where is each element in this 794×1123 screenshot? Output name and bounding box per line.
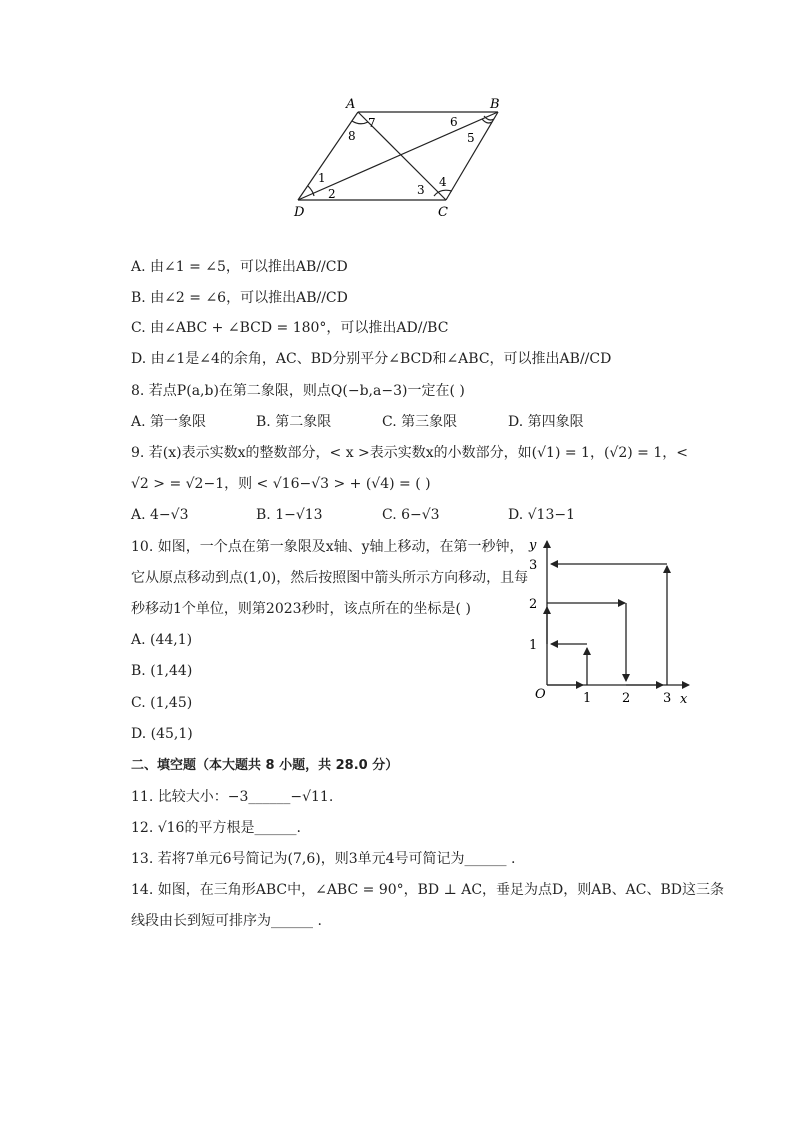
coordinate-path-figure: [525, 535, 695, 710]
angle-label-8: 8: [348, 129, 356, 143]
q14-line2: 线段由长到短可排序为______ .: [131, 913, 322, 929]
x-axis-label: x: [680, 692, 688, 707]
q10-stem-line3: 秒移动1个单位，则第2023秒时，该点所在的坐标是( ): [131, 601, 471, 617]
q9-options: [131, 505, 575, 525]
origin-label: O: [535, 687, 546, 702]
angle-label-5: 5: [467, 131, 475, 145]
y-tick-1: 1: [529, 638, 538, 653]
q9-stem-line1: 9. 若(x)表示实数x的整数部分，< x >表示实数x的小数部分，如(√1) = 1，(√2) = 1，<: [131, 445, 688, 461]
x-tick-3: 3: [663, 691, 672, 706]
q11: 11. 比较大小：−3______−√11.: [131, 789, 334, 805]
q8-option-c: C. 第三象限: [382, 414, 458, 430]
angle-label-2: 2: [328, 187, 336, 201]
vertex-d: D: [294, 205, 305, 220]
x-tick-2: 2: [622, 691, 631, 706]
q10-option-c: C. (1,45): [131, 695, 193, 711]
q10-option-a: A. (44,1): [131, 632, 193, 648]
q9-option-d: D. √13−1: [508, 507, 575, 523]
q13: 13. 若将7单元6号简记为(7,6)，则3单元4号可简记为______ .: [131, 851, 516, 867]
q8-options: [131, 412, 584, 432]
angle-label-7: 7: [368, 116, 376, 130]
q9-stem-line2: √2 > = √2−1，则 < √16−√3 > + (√4) = ( ): [131, 476, 431, 492]
q10-option-d: D. (45,1): [131, 726, 193, 742]
q7-option-a: A. 由∠1 = ∠5，可以推出AB//CD: [131, 259, 348, 275]
q8-option-a: A. 第一象限: [131, 414, 207, 430]
q10-option-b: B. (1,44): [131, 663, 193, 679]
q8-option-d: D. 第四象限: [508, 414, 584, 430]
x-tick-1: 1: [583, 691, 592, 706]
q9-option-c: C. 6−√3: [382, 507, 440, 523]
q14-line1: 14. 如图，在三角形ABC中，∠ABC = 90°，BD ⊥ AC，垂足为点D，则AB、AC、BD这三条: [131, 882, 724, 898]
y-tick-2: 2: [529, 597, 538, 612]
y-axis-label: y: [529, 538, 537, 553]
section-title-fill-in: 二、填空题（本大题共 8 小题，共 28.0 分）: [131, 758, 399, 773]
angle-arc-a: [352, 121, 368, 124]
angle-label-4: 4: [439, 175, 447, 189]
q9-option-b: B. 1−√13: [256, 507, 323, 523]
vertex-a: A: [346, 97, 356, 112]
vertex-c: C: [438, 205, 448, 220]
y-tick-3: 3: [529, 558, 538, 573]
q12: 12. √16的平方根是______.: [131, 820, 301, 836]
q10-stem-line1: 10. 如图，一个点在第一象限及x轴、y轴上移动，在第一秒钟，: [131, 539, 524, 555]
q8-option-b: B. 第二象限: [256, 414, 332, 430]
q7-option-c: C. 由∠ABC + ∠BCD = 180°，可以推出AD//BC: [131, 320, 449, 336]
q10-stem-line2: 它从原点移动到点(1,0)，然后按照图中箭头所示方向移动，且每: [131, 570, 529, 586]
vertex-b: B: [490, 97, 500, 112]
q7-option-b: B. 由∠2 = ∠6，可以推出AB//CD: [131, 290, 348, 306]
q9-option-a: A. 4−√3: [131, 507, 189, 523]
q8-stem: 8. 若点P(a,b)在第二象限，则点Q(−b,a−3)一定在( ): [131, 383, 465, 399]
angle-label-1: 1: [318, 171, 326, 185]
angle-label-3: 3: [417, 183, 425, 197]
angle-label-6: 6: [450, 115, 458, 129]
q7-option-d: D. 由∠1是∠4的余角，AC、BD分别平分∠BCD和∠ABC，可以推出AB//CD: [131, 351, 612, 367]
parallelogram-figure: [290, 92, 510, 222]
